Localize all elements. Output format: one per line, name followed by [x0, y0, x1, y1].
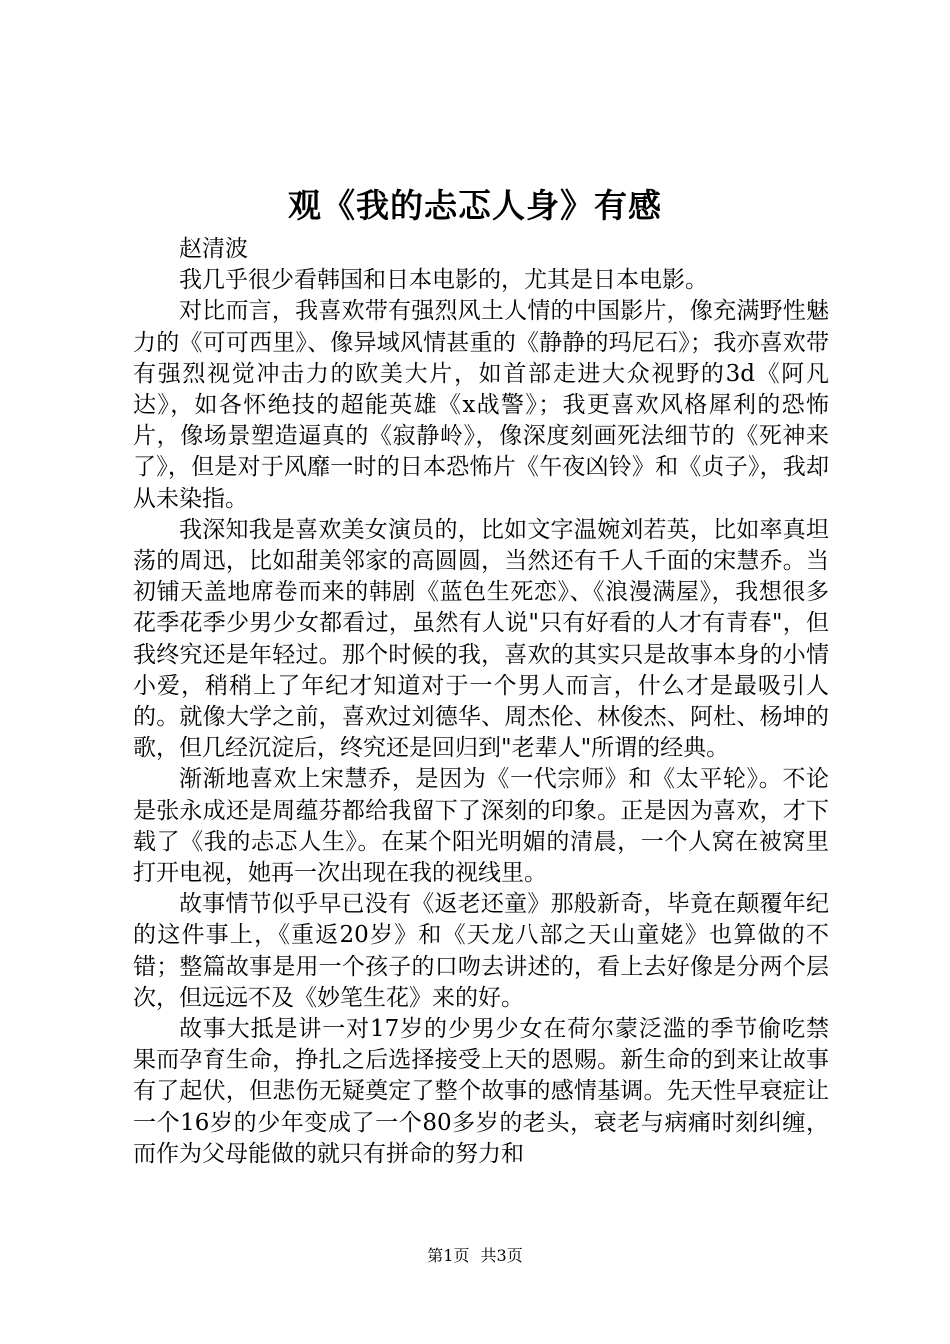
- paragraph-4: 渐渐地喜欢上宋慧乔，是因为《一代宗师》和《太平轮》。不论是张永成还是周蕴芬都给我留下了深刻的印象。正是因为喜欢，才下载了《我的忐忑人生》。在某个阳光明媚的清晨，一个人窝在被窝里打开电视，她再一次出现在我的视线里。: [133, 766, 829, 887]
- page-number: 第1页: [427, 1246, 470, 1265]
- document-title: 观《我的忐忑人身》有感: [288, 186, 662, 225]
- document-body: [133, 234, 829, 1170]
- paragraph-3: 我深知我是喜欢美女演员的，比如文字温婉刘若英，比如率真坦荡的周迅，比如甜美邻家的高圆圆，当然还有千人千面的宋慧乔。当初铺天盖地席卷而来的韩剧《蓝色生死恋》、《浪漫满屋》，我想很多花季花季少男少女都看过，虽然有人说"只有好看的人才有青春"，但我终究还是年轻过。那个时候的我，喜欢的其实只是故事本身的小情小爱，稍稍上了年纪才知道对于一个男人而言，什么才是最吸引人的。就像大学之前，喜欢过刘德华、周杰伦、林俊杰、阿杜、杨坤的歌，但几经沉淀后，终究还是回归到"老辈人"所谓的经典。: [133, 516, 829, 762]
- paragraph-6: 故事大抵是讲一对17岁的少男少女在荷尔蒙泛滥的季节偷吃禁果而孕育生命，挣扎之后选择接受上天的恩赐。新生命的到来让故事有了起伏，但悲伤无疑奠定了整个故事的感情基调。先天性早衰症让一个16岁的少年变成了一个80多岁的老头，衰老与病痛时刻纠缠，而作为父母能做的就只有拼命的努力和: [133, 1016, 829, 1167]
- paragraph-2: 对比而言，我喜欢带有强烈风土人情的中国影片，像充满野性魅力的《可可西里》、像异域风情甚重的《静静的玛尼石》；我亦喜欢带有强烈视觉冲击力的欧美大片，如首部走进大众视野的3d《阿凡达》，如各怀绝技的超能英雄《x战警》；我更喜欢风格犀利的恐怖片，像场景塑造逼真的《寂静岭》，像深度刻画死法细节的《死神来了》，但是对于风靡一时的日本恐怖片《午夜凶铃》和《贞子》，我却从未染指。: [133, 298, 829, 512]
- paragraph-5: 故事情节似乎早已没有《返老还童》那般新奇，毕竟在颠覆年纪的这件事上，《重返20岁》和《天龙八部之天山童姥》也算做的不错；整篇故事是用一个孩子的口吻去讲述的，看上去好像是分两个层次，但远远不及《妙笔生花》来的好。: [133, 891, 829, 1011]
- total-pages: 共3页: [480, 1246, 523, 1265]
- page-footer: [0, 1245, 950, 1267]
- paragraph-1: 我几乎很少看韩国和日本电影的，尤其是日本电影。: [179, 267, 708, 294]
- author-name: 赵清波: [179, 236, 248, 262]
